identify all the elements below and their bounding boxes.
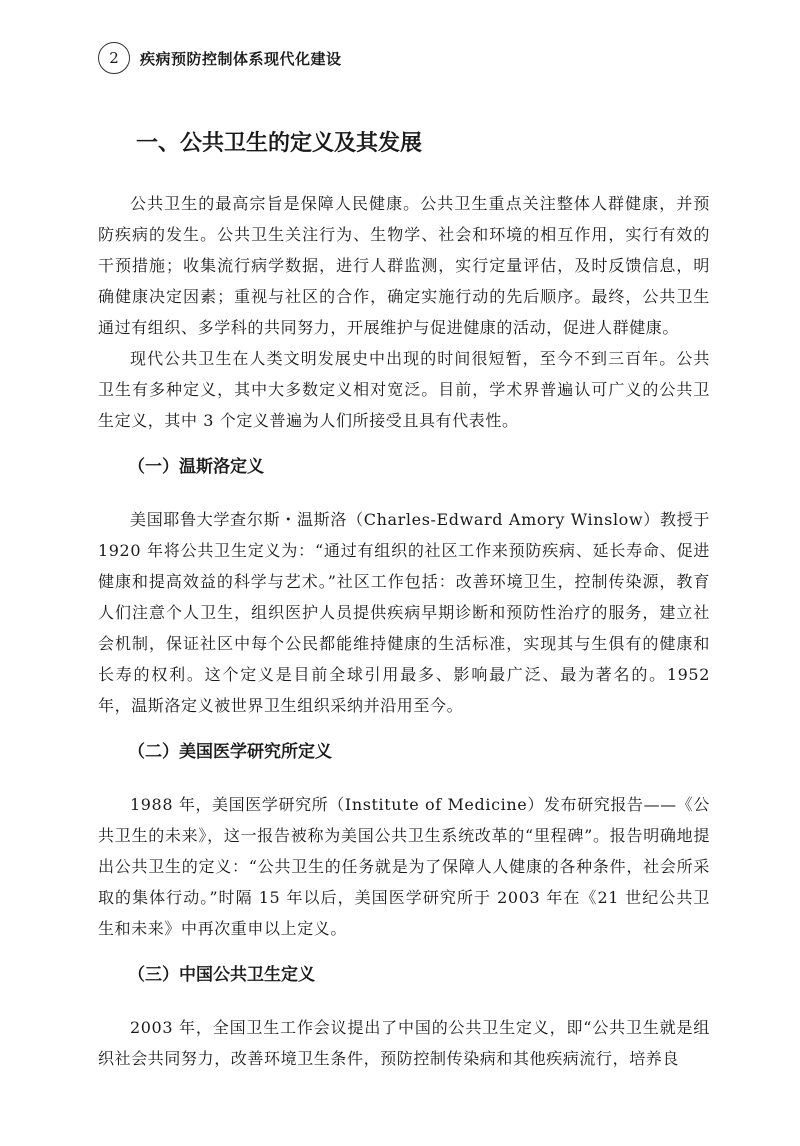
paragraph: 1988 年，美国医学研究所（Institute of Medicine）发布研究报告——《公共卫生的未来》，这一报告被称为美国公共卫生系统改革的“里程碑”。报告明确地提出公共卫生的定义：“公共卫生的任务就是为了保障人人健康的各种条件，社会所采取的集体行动。”时隔 15 年以后，美国医学研究所于 2003 年在《21 世纪公共卫生和未来》中再次重申以上定义。 xyxy=(98,795,710,938)
paragraph: 公共卫生的最高宗旨是保障人民健康。公共卫生重点关注整体人群健康，并预防疾病的发生。公共卫生关注行为、生物学、社会和环境的相互作用，实行有效的干预措施；收集流行病学数据，进行人群监测，实行定量评估，及时反馈信息，明确健康决定因素；重视与社区的合作，确定实施行动的先后顺序。最终，公共卫生通过有组织、多学科的共同努力，开展维护与促进健康的活动，促进人群健康。 xyxy=(98,194,710,337)
subsection-title: （三）中国公共卫生定义 xyxy=(128,965,315,985)
subsection-title: （二）美国医学研究所定义 xyxy=(128,742,332,762)
running-title: 疾病预防控制体系现代化建设 xyxy=(140,49,342,68)
page-body xyxy=(98,128,710,1074)
subsection-title: （一）温斯洛定义 xyxy=(128,457,264,477)
page-number: 2 xyxy=(98,42,130,74)
paragraph: 美国耶鲁大学查尔斯・温斯洛（Charles-Edward Amory Winslow）教授于 1920 年将公共卫生定义为：“通过有组织的社区工作来预防疾病、延长寿命、促进健康和提高效益的科学与艺术。”社区工作包括：改善环境卫生，控制传染源，教育人们注意个人卫生，组织医护人员提供疾病早期诊断和预防性治疗的服务，建立社会机制，保证社区中每个公民都能维持健康的生活标准，实现其与生俱有的健康和长寿的权利。这个定义是目前全球引用最多、影响最广泛、最为著名的。1952 年，温斯洛定义被世界卫生组织采纳并沿用至今。 xyxy=(98,510,710,715)
section-title: 一、公共卫生的定义及其发展 xyxy=(136,131,423,156)
paragraph: 现代公共卫生在人类文明发展史中出现的时间很短暂，至今不到三百年。公共卫生有多种定义，其中大多数定义相对宽泛。目前，学术界普遍认可广义的公共卫生定义，其中 3 个定义普遍为人们所接受且具有代表性。 xyxy=(98,349,710,430)
paragraph: 2003 年，全国卫生工作会议提出了中国的公共卫生定义，即“公共卫生就是组织社会共同努力，改善环境卫生条件，预防控制传染病和其他疾病流行，培养良 xyxy=(98,1018,710,1068)
page-header xyxy=(98,40,342,76)
